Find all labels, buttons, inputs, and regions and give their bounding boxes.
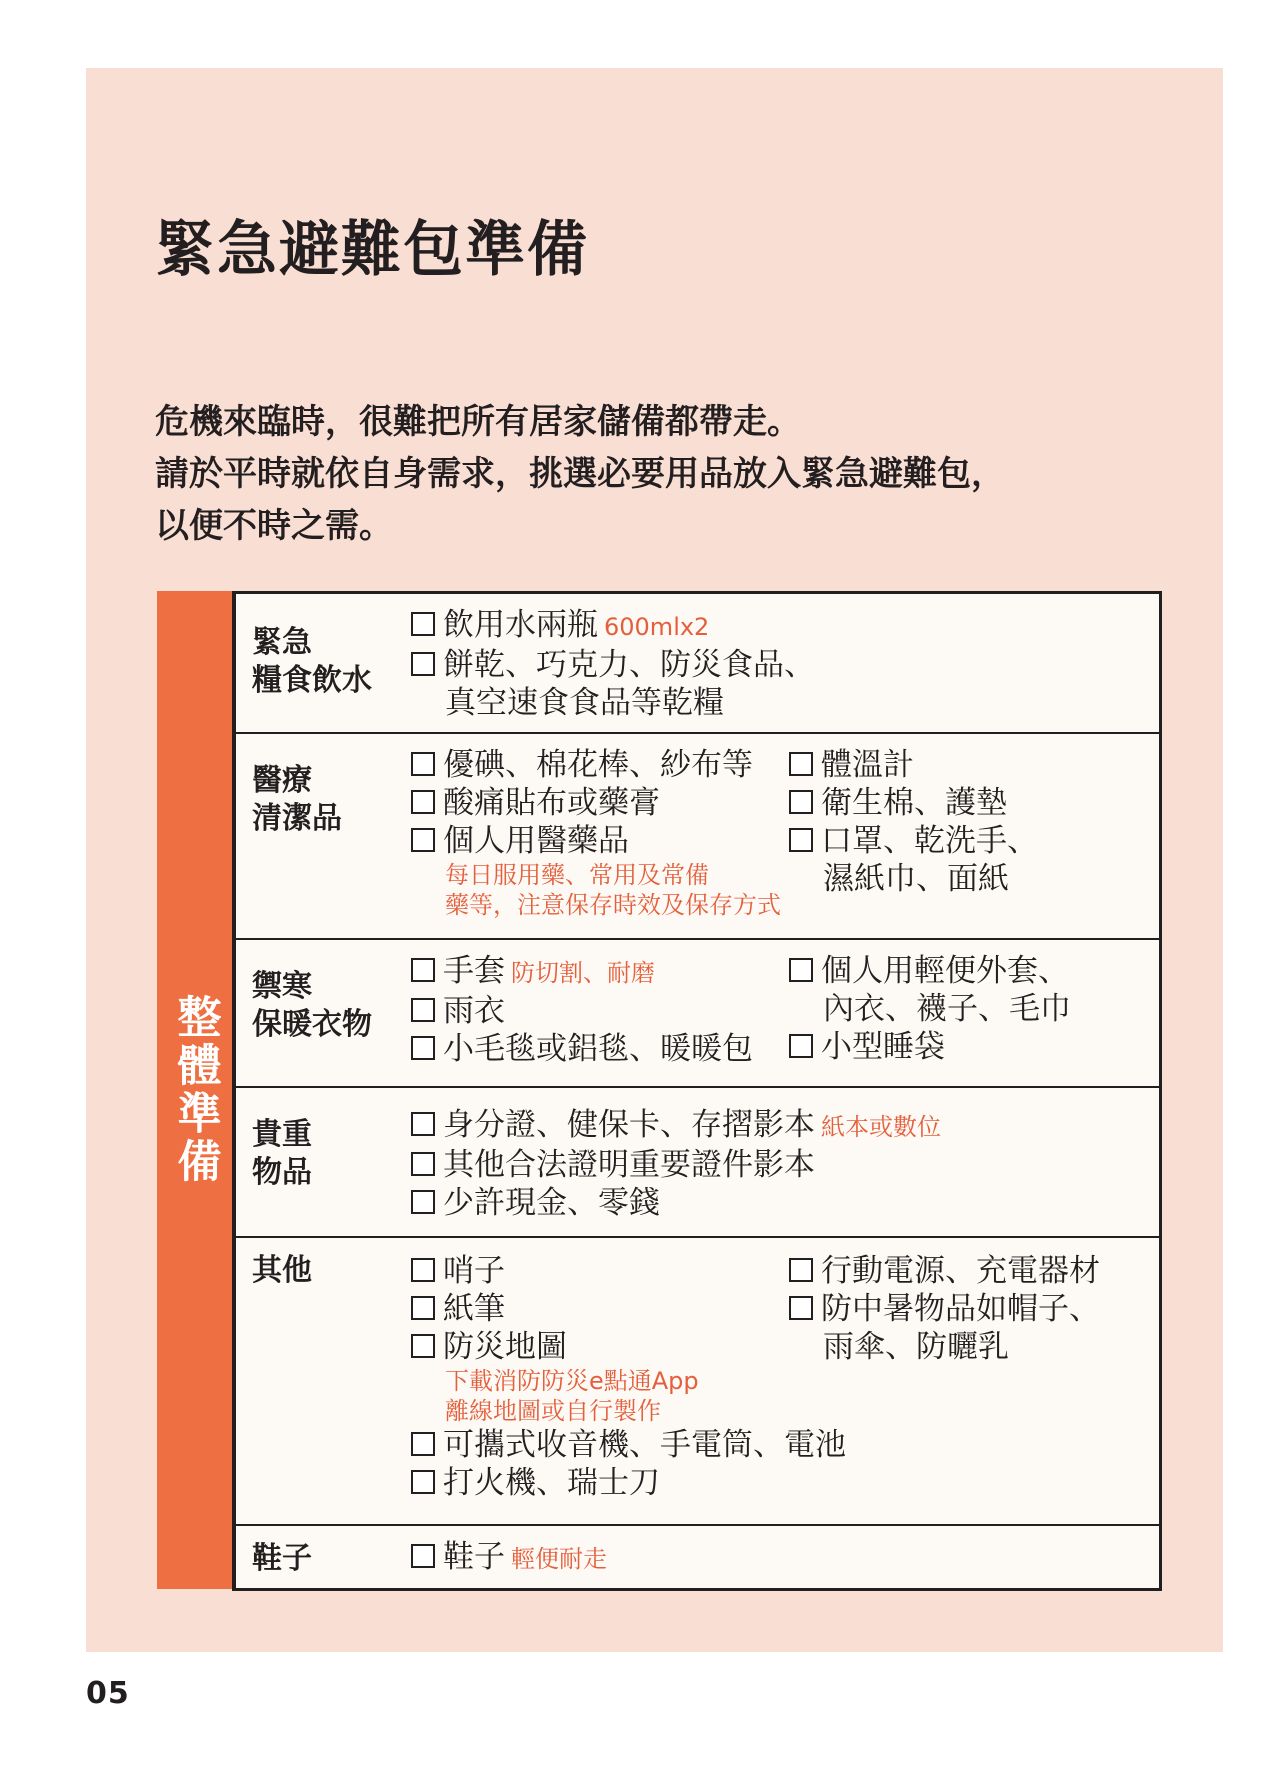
section-medical (236, 732, 1159, 940)
item-note: 離線地圖或自行製作 (445, 1397, 661, 1425)
item-column (789, 746, 1038, 898)
checklist-item[interactable]: 雨衣 (411, 992, 753, 1030)
item-column (411, 606, 815, 722)
checklist-item[interactable]: 口罩、乾洗手、 (789, 822, 1038, 860)
checkbox-icon[interactable] (411, 828, 435, 852)
sidebar-label: 整體準備 (169, 994, 221, 1186)
section-label: 禦寒 保暖衣物 (252, 969, 372, 1042)
checklist-table (232, 591, 1162, 1591)
section-label: 緊急 糧食飲水 (252, 625, 372, 698)
checkbox-icon[interactable] (411, 1112, 435, 1136)
checkbox-icon[interactable] (411, 1152, 435, 1176)
checkbox-icon[interactable] (411, 1544, 435, 1568)
section-shoes (236, 1524, 1159, 1590)
section-label: 醫療 清潔品 (252, 763, 342, 836)
item-column (789, 952, 1071, 1066)
checkbox-icon[interactable] (789, 790, 813, 814)
checklist-item[interactable]: 少許現金、零錢 (411, 1184, 941, 1222)
checklist-item[interactable]: 行動電源、充電器材 (789, 1252, 1100, 1290)
checklist-item[interactable]: 個人用醫藥品 (411, 822, 781, 860)
checklist-item[interactable]: 餅乾、巧克力、防災食品、 (411, 646, 815, 684)
item-column (411, 952, 753, 1068)
section-other (236, 1236, 1159, 1526)
checkbox-icon[interactable] (411, 1470, 435, 1494)
intro-line: 危機來臨時，很難把所有居家儲備都帶走。 (155, 402, 801, 442)
page-title: 緊急避難包準備 (155, 215, 589, 285)
checkbox-icon[interactable] (411, 1036, 435, 1060)
checkbox-icon[interactable] (411, 1296, 435, 1320)
checkbox-icon[interactable] (411, 790, 435, 814)
checklist-item[interactable]: 優碘、棉花棒、紗布等 (411, 746, 781, 784)
checklist-item[interactable]: 手套 防切割、耐磨 (411, 952, 753, 992)
checklist-item-continued: 內衣、襪子、毛巾 (823, 991, 1071, 1027)
checkbox-icon[interactable] (789, 1296, 813, 1320)
checkbox-icon[interactable] (411, 958, 435, 982)
item-note: 藥等，注意保存時效及保存方式 (445, 891, 781, 919)
checklist-item[interactable]: 紙筆 (411, 1290, 846, 1328)
section-valuables (236, 1086, 1159, 1238)
item-column (411, 1538, 607, 1578)
section-label: 其他 (252, 1253, 312, 1288)
checklist-item[interactable]: 鞋子 輕便耐走 (411, 1538, 607, 1578)
section-label: 貴重 物品 (252, 1117, 312, 1190)
checkbox-icon[interactable] (789, 1034, 813, 1058)
checklist-item-continued: 真空速食食品等乾糧 (445, 685, 724, 721)
intro-paragraph (155, 396, 1005, 552)
checklist-item[interactable]: 身分證、健保卡、存摺影本 紙本或數位 (411, 1106, 941, 1146)
checklist-item-continued: 濕紙巾、面紙 (823, 861, 1009, 897)
checkbox-icon[interactable] (411, 752, 435, 776)
checklist-item[interactable]: 防中暑物品如帽子、 (789, 1290, 1100, 1328)
checkbox-icon[interactable] (789, 752, 813, 776)
item-column (411, 746, 781, 920)
checkbox-icon[interactable] (789, 958, 813, 982)
checklist-item[interactable]: 其他合法證明重要證件影本 (411, 1146, 941, 1184)
checkbox-icon[interactable] (789, 828, 813, 852)
section-clothing (236, 938, 1159, 1088)
checkbox-icon[interactable] (411, 1432, 435, 1456)
checklist-item[interactable]: 小型睡袋 (789, 1028, 1071, 1066)
section-food (236, 594, 1159, 732)
checklist-item[interactable]: 小毛毯或鋁毯、暖暖包 (411, 1030, 753, 1068)
item-column (411, 1106, 941, 1222)
item-column (789, 1252, 1100, 1366)
checklist-item[interactable]: 打火機、瑞士刀 (411, 1464, 846, 1502)
intro-line: 以便不時之需。 (155, 506, 393, 546)
item-note: 下載消防防災e點通App (445, 1367, 699, 1395)
checklist-item[interactable]: 酸痛貼布或藥膏 (411, 784, 781, 822)
section-label: 鞋子 (252, 1541, 312, 1576)
checkbox-icon[interactable] (411, 1334, 435, 1358)
checkbox-icon[interactable] (411, 1190, 435, 1214)
checkbox-icon[interactable] (411, 652, 435, 676)
checklist-item[interactable]: 飲用水兩瓶 600mlx2 (411, 606, 815, 646)
checklist-item[interactable]: 防災地圖 (411, 1328, 846, 1366)
category-sidebar (157, 591, 232, 1589)
checkbox-icon[interactable] (411, 998, 435, 1022)
checkbox-icon[interactable] (789, 1258, 813, 1282)
checklist-item[interactable]: 體溫計 (789, 746, 1038, 784)
checklist-item[interactable]: 可攜式收音機、手電筒、電池 (411, 1426, 846, 1464)
intro-line: 請於平時就依自身需求，挑選必要用品放入緊急避難包， (155, 454, 1005, 494)
page-number: 05 (86, 1676, 130, 1711)
checkbox-icon[interactable] (411, 1258, 435, 1282)
checklist-item-continued: 雨傘、防曬乳 (823, 1329, 1009, 1365)
checkbox-icon[interactable] (411, 612, 435, 636)
checklist-item[interactable]: 個人用輕便外套、 (789, 952, 1071, 990)
checklist-item[interactable]: 衛生棉、護墊 (789, 784, 1038, 822)
item-note: 每日服用藥、常用及常備 (445, 861, 709, 889)
checklist-item[interactable]: 哨子 (411, 1252, 846, 1290)
item-column (411, 1252, 846, 1502)
